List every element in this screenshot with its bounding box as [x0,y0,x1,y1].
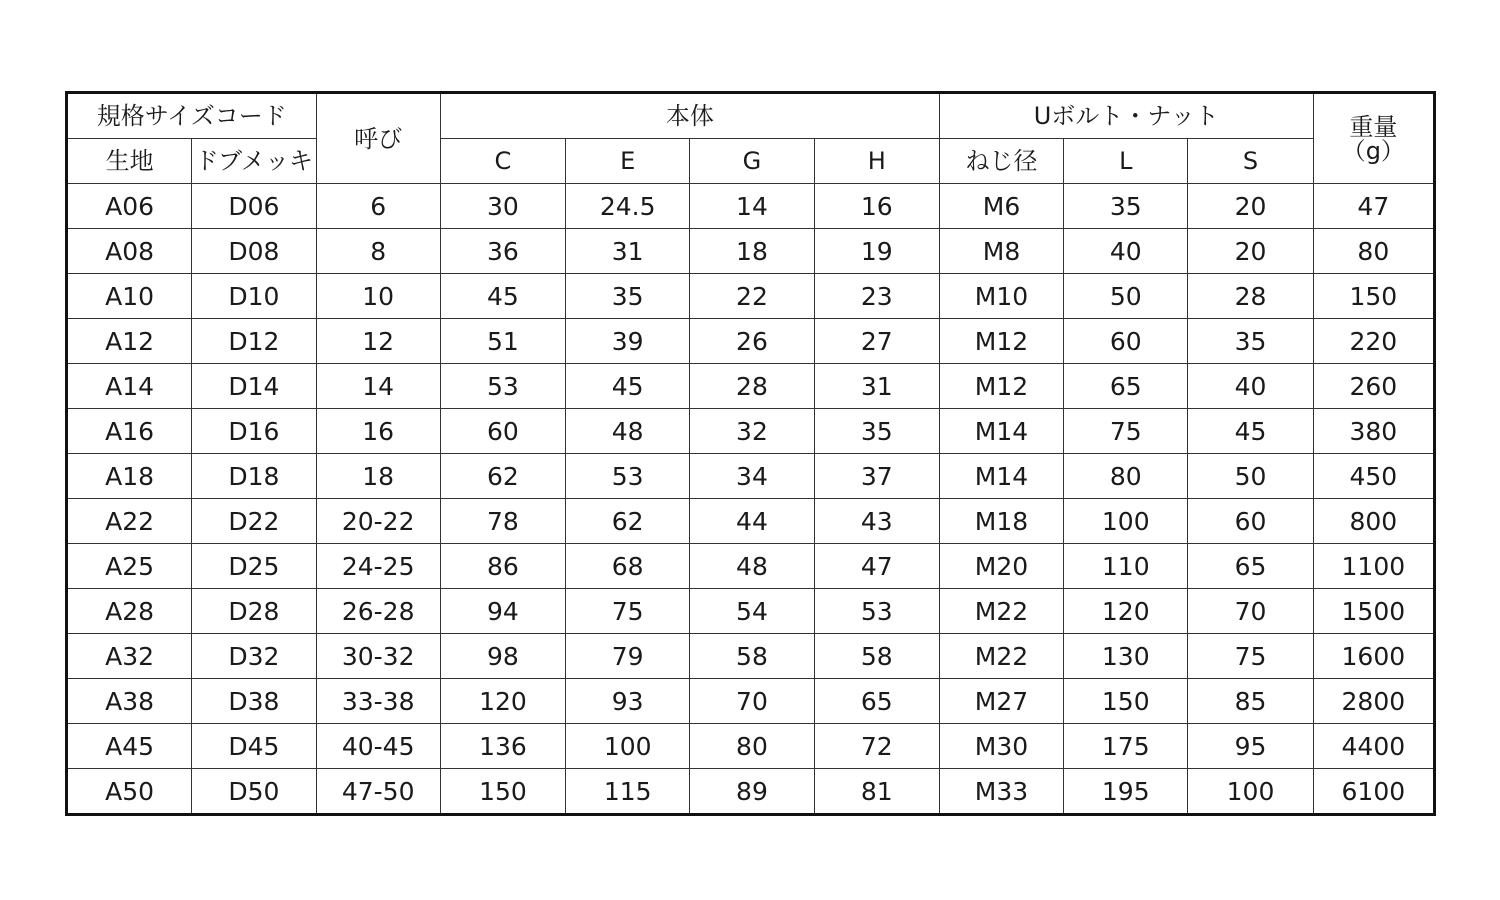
e-cell: 48 [566,409,690,454]
h-cell: 37 [814,454,939,499]
l-cell: 175 [1064,724,1188,769]
nominal-cell: 14 [316,364,440,409]
g-cell: 26 [690,319,814,364]
weight-cell: 380 [1313,409,1434,454]
weight-cell: 220 [1313,319,1434,364]
thread-dia-header: ねじ径 [939,139,1063,184]
raw-code-cell: A28 [67,589,192,634]
weight-cell: 150 [1313,274,1434,319]
thread-dia-cell: M27 [939,679,1063,724]
table-row [67,229,1435,274]
header-row-1 [67,93,1435,139]
h-cell: 35 [814,409,939,454]
h-cell: 72 [814,724,939,769]
raw-code-cell: A14 [67,364,192,409]
galvanized-code-cell: D14 [192,364,316,409]
weight-cell: 1100 [1313,544,1434,589]
s-cell: 60 [1188,499,1313,544]
table-row [67,589,1435,634]
s-cell: 65 [1188,544,1313,589]
s-cell: 35 [1188,319,1313,364]
galvanized-code-cell: D28 [192,589,316,634]
table-row [67,724,1435,769]
c-cell: 30 [440,184,565,229]
nominal-cell: 10 [316,274,440,319]
raw-code-cell: A10 [67,274,192,319]
thread-dia-cell: M20 [939,544,1063,589]
table-row [67,364,1435,409]
h-cell: 27 [814,319,939,364]
table-row [67,184,1435,229]
nominal-cell: 6 [316,184,440,229]
thread-dia-cell: M33 [939,769,1063,815]
g-cell: 18 [690,229,814,274]
s-cell: 100 [1188,769,1313,815]
g-cell: 80 [690,724,814,769]
raw-header: 生地 [67,139,192,184]
nominal-cell: 33-38 [316,679,440,724]
galvanized-code-cell: D10 [192,274,316,319]
weight-cell: 260 [1313,364,1434,409]
g-cell: 54 [690,589,814,634]
thread-dia-cell: M14 [939,454,1063,499]
g-cell: 89 [690,769,814,815]
nominal-cell: 20-22 [316,499,440,544]
weight-cell: 2800 [1313,679,1434,724]
l-cell: 150 [1064,679,1188,724]
galvanized-code-cell: D32 [192,634,316,679]
thread-dia-cell: M12 [939,319,1063,364]
e-cell: 68 [566,544,690,589]
s-cell: 75 [1188,634,1313,679]
thread-dia-cell: M10 [939,274,1063,319]
u-bolt-nut-header: Uボルト・ナット [939,93,1313,139]
g-cell: 34 [690,454,814,499]
header-row-2 [67,139,1435,184]
l-cell: 40 [1064,229,1188,274]
e-cell: 62 [566,499,690,544]
galvanized-code-cell: D08 [192,229,316,274]
c-cell: 86 [440,544,565,589]
e-cell: 93 [566,679,690,724]
nominal-cell: 40-45 [316,724,440,769]
nominal-cell: 47-50 [316,769,440,815]
thread-dia-cell: M18 [939,499,1063,544]
g-cell: 22 [690,274,814,319]
galvanized-code-cell: D12 [192,319,316,364]
s-cell: 70 [1188,589,1313,634]
c-header: C [440,139,565,184]
l-header: L [1064,139,1188,184]
g-cell: 44 [690,499,814,544]
weight-cell: 80 [1313,229,1434,274]
h-cell: 81 [814,769,939,815]
galvanized-code-cell: D45 [192,724,316,769]
l-cell: 120 [1064,589,1188,634]
nominal-cell: 24-25 [316,544,440,589]
nominal-cell: 16 [316,409,440,454]
weight-label: 重量 [1349,112,1398,141]
e-cell: 115 [566,769,690,815]
galvanized-header: ドブメッキ [192,139,316,184]
s-cell: 45 [1188,409,1313,454]
nominal-cell: 8 [316,229,440,274]
g-cell: 28 [690,364,814,409]
g-header: G [690,139,814,184]
c-cell: 60 [440,409,565,454]
table-row [67,679,1435,724]
l-cell: 65 [1064,364,1188,409]
raw-code-cell: A45 [67,724,192,769]
nominal-cell: 18 [316,454,440,499]
thread-dia-cell: M6 [939,184,1063,229]
raw-code-cell: A50 [67,769,192,815]
c-cell: 94 [440,589,565,634]
s-cell: 20 [1188,229,1313,274]
e-cell: 53 [566,454,690,499]
c-cell: 53 [440,364,565,409]
raw-code-cell: A12 [67,319,192,364]
s-cell: 95 [1188,724,1313,769]
l-cell: 100 [1064,499,1188,544]
g-cell: 32 [690,409,814,454]
galvanized-code-cell: D50 [192,769,316,815]
raw-code-cell: A18 [67,454,192,499]
galvanized-code-cell: D22 [192,499,316,544]
s-cell: 28 [1188,274,1313,319]
c-cell: 98 [440,634,565,679]
s-header: S [1188,139,1313,184]
raw-code-cell: A06 [67,184,192,229]
raw-code-cell: A16 [67,409,192,454]
raw-code-cell: A08 [67,229,192,274]
table-row [67,634,1435,679]
weight-header [1313,93,1434,184]
l-cell: 80 [1064,454,1188,499]
weight-cell: 47 [1313,184,1434,229]
e-cell: 31 [566,229,690,274]
c-cell: 36 [440,229,565,274]
weight-unit-label: （g） [1341,136,1405,165]
s-cell: 20 [1188,184,1313,229]
weight-cell: 1600 [1313,634,1434,679]
table-row [67,499,1435,544]
c-cell: 136 [440,724,565,769]
raw-code-cell: A22 [67,499,192,544]
h-cell: 23 [814,274,939,319]
e-cell: 39 [566,319,690,364]
l-cell: 60 [1064,319,1188,364]
e-cell: 45 [566,364,690,409]
h-cell: 31 [814,364,939,409]
galvanized-code-cell: D06 [192,184,316,229]
thread-dia-cell: M22 [939,634,1063,679]
table-row [67,274,1435,319]
c-cell: 150 [440,769,565,815]
weight-cell: 6100 [1313,769,1434,815]
g-cell: 48 [690,544,814,589]
c-cell: 51 [440,319,565,364]
g-cell: 70 [690,679,814,724]
table-row [67,769,1435,815]
thread-dia-cell: M12 [939,364,1063,409]
table-body [67,184,1435,815]
weight-cell: 450 [1313,454,1434,499]
nominal-cell: 26-28 [316,589,440,634]
galvanized-code-cell: D25 [192,544,316,589]
l-cell: 195 [1064,769,1188,815]
s-cell: 85 [1188,679,1313,724]
raw-code-cell: A32 [67,634,192,679]
standard-size-code-header: 規格サイズコード [67,93,317,139]
galvanized-code-cell: D38 [192,679,316,724]
l-cell: 75 [1064,409,1188,454]
s-cell: 50 [1188,454,1313,499]
l-cell: 50 [1064,274,1188,319]
g-cell: 14 [690,184,814,229]
l-cell: 35 [1064,184,1188,229]
s-cell: 40 [1188,364,1313,409]
thread-dia-cell: M8 [939,229,1063,274]
body-header: 本体 [440,93,939,139]
table-row [67,409,1435,454]
h-cell: 43 [814,499,939,544]
table-row [67,454,1435,499]
thread-dia-cell: M30 [939,724,1063,769]
h-cell: 47 [814,544,939,589]
h-cell: 53 [814,589,939,634]
h-cell: 65 [814,679,939,724]
spec-table [65,91,1436,816]
l-cell: 130 [1064,634,1188,679]
weight-cell: 800 [1313,499,1434,544]
nominal-cell: 12 [316,319,440,364]
e-cell: 79 [566,634,690,679]
c-cell: 78 [440,499,565,544]
c-cell: 120 [440,679,565,724]
thread-dia-cell: M14 [939,409,1063,454]
e-cell: 35 [566,274,690,319]
nominal-cell: 30-32 [316,634,440,679]
e-cell: 100 [566,724,690,769]
table-row [67,319,1435,364]
e-cell: 75 [566,589,690,634]
weight-cell: 1500 [1313,589,1434,634]
h-cell: 16 [814,184,939,229]
e-cell: 24.5 [566,184,690,229]
h-cell: 19 [814,229,939,274]
c-cell: 62 [440,454,565,499]
raw-code-cell: A25 [67,544,192,589]
e-header: E [566,139,690,184]
g-cell: 58 [690,634,814,679]
thread-dia-cell: M22 [939,589,1063,634]
l-cell: 110 [1064,544,1188,589]
nominal-header: 呼び [316,93,440,184]
raw-code-cell: A38 [67,679,192,724]
c-cell: 45 [440,274,565,319]
weight-cell: 4400 [1313,724,1434,769]
galvanized-code-cell: D18 [192,454,316,499]
table-row [67,544,1435,589]
table-header [67,93,1435,184]
h-cell: 58 [814,634,939,679]
galvanized-code-cell: D16 [192,409,316,454]
h-header: H [814,139,939,184]
